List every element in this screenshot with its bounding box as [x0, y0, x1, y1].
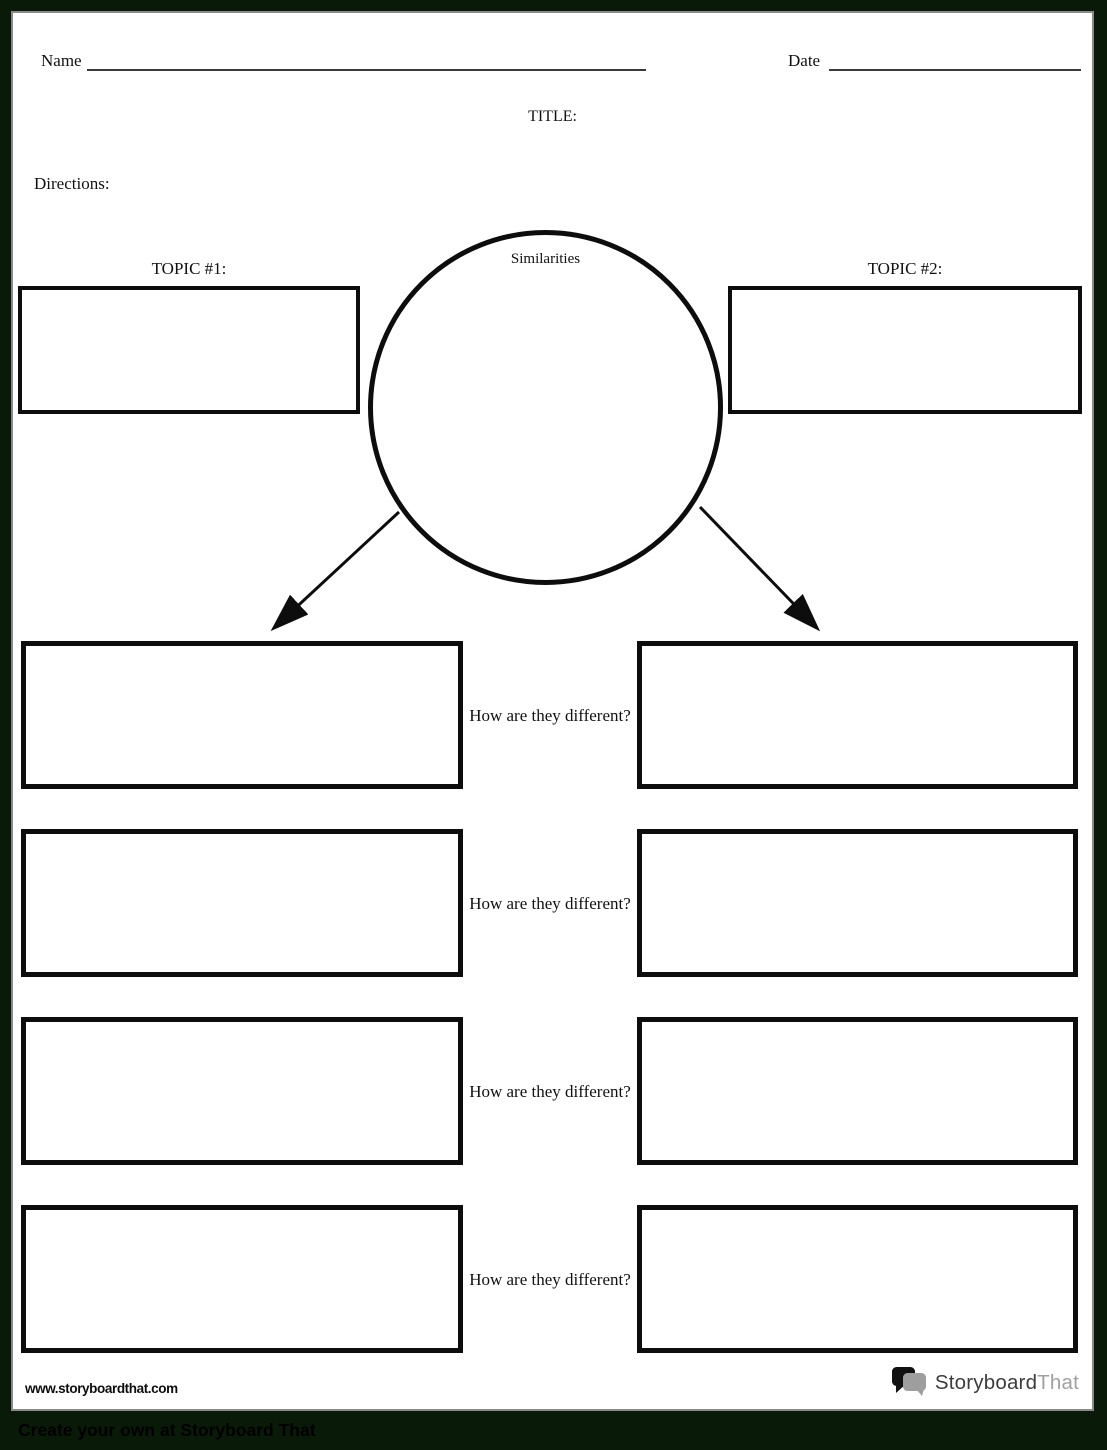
date-label: Date: [788, 51, 821, 70]
bottom-bar-text: Create your own at Storyboard That: [18, 1420, 316, 1440]
speech-bubbles-icon: [891, 1366, 929, 1400]
topic1-box[interactable]: [18, 286, 360, 414]
difference-left-box-1[interactable]: [21, 641, 463, 789]
directions-label: Directions:: [34, 174, 110, 193]
logo-text: [935, 1371, 1079, 1395]
topic2-label: TOPIC #2:: [867, 259, 943, 278]
difference-left-box-3[interactable]: [21, 1017, 463, 1165]
difference-row-label-2: How are they different?: [469, 894, 631, 913]
bottom-bar: [0, 1411, 1107, 1450]
storyboardthat-logo[interactable]: [891, 1365, 1079, 1401]
topic2-box[interactable]: [728, 286, 1082, 414]
topic1-label: TOPIC #1:: [151, 259, 227, 278]
difference-right-box-3[interactable]: [637, 1017, 1078, 1165]
difference-right-box-1[interactable]: [637, 641, 1078, 789]
logo-text-that: That: [1037, 1371, 1079, 1394]
title-label: TITLE:: [528, 108, 577, 125]
difference-right-box-4[interactable]: [637, 1205, 1078, 1353]
difference-row-label-4: How are they different?: [469, 1270, 631, 1289]
difference-left-box-2[interactable]: [21, 829, 463, 977]
worksheet-page: [11, 11, 1094, 1411]
right-arrow: [700, 507, 816, 627]
name-label: Name: [41, 51, 82, 70]
difference-right-box-2[interactable]: [637, 829, 1078, 977]
similarities-label: Similarities: [510, 251, 581, 267]
name-input-line[interactable]: [87, 69, 646, 71]
logo-text-storyboard: Storyboard: [934, 1371, 1038, 1394]
difference-row-label-1: How are they different?: [469, 706, 631, 725]
difference-left-box-4[interactable]: [21, 1205, 463, 1353]
date-input-line[interactable]: [829, 69, 1081, 71]
difference-row-label-3: How are they different?: [469, 1082, 631, 1101]
similarities-circle[interactable]: [368, 230, 723, 585]
left-arrow: [275, 512, 399, 627]
website-url[interactable]: www.storyboardthat.com: [25, 1381, 178, 1396]
